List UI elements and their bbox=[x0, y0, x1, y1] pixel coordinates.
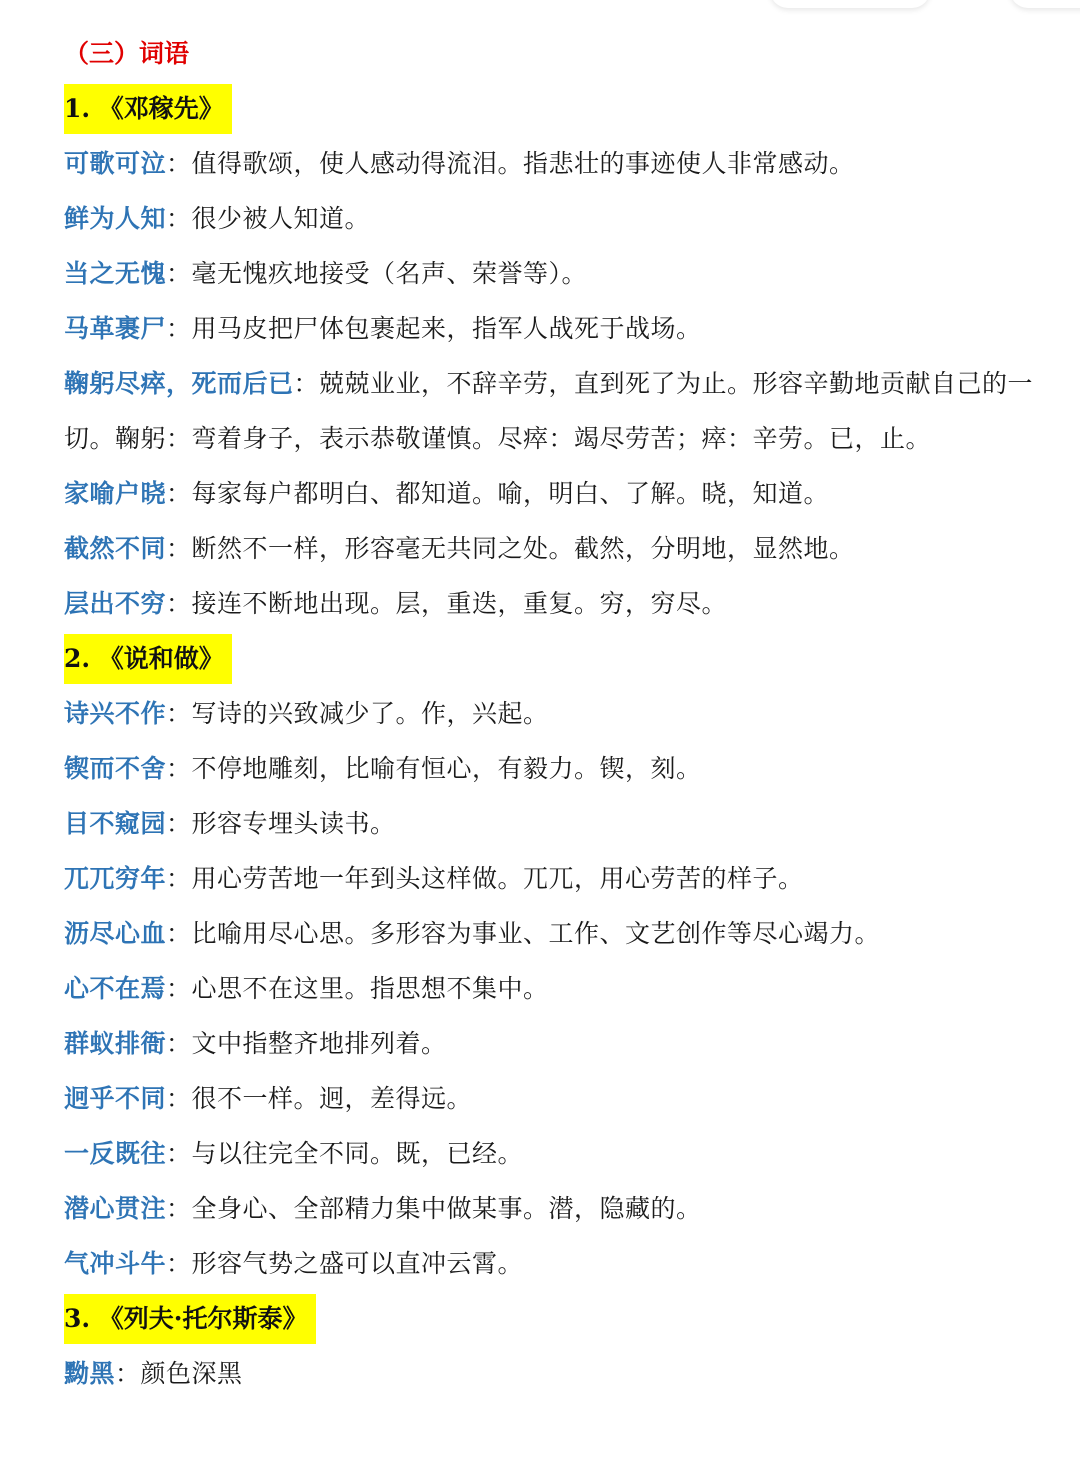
separator: ： bbox=[166, 479, 192, 508]
vocab-definition: 颜色深黑 bbox=[140, 1359, 243, 1388]
chapter-label: 1. 《邓稼先》 bbox=[64, 84, 232, 134]
vocab-term: 沥尽心血 bbox=[64, 919, 167, 948]
vocab-term: 潜心贯注 bbox=[64, 1194, 167, 1223]
separator: ： bbox=[166, 1029, 192, 1058]
vocab-definition: 兢兢业业，不辞辛劳，直到死了为止。形容辛勤地贡献自己的一切。鞠躬：弯着身子，表示恭敬谨慎。尽瘁：竭尽劳苦；瘁：辛劳。已，止。 bbox=[64, 369, 1034, 453]
vocab-entry bbox=[64, 466, 1054, 521]
vocab-definition: 比喻用尽心思。多形容为事业、工作、文艺创作等尽心竭力。 bbox=[191, 919, 881, 948]
vocab-entry bbox=[64, 906, 1054, 961]
vocab-term: 群蚁排衙 bbox=[64, 1029, 167, 1058]
vocab-definition: 写诗的兴致减少了。作，兴起。 bbox=[191, 699, 549, 728]
vocab-entry bbox=[64, 191, 1054, 246]
separator: ： bbox=[166, 314, 192, 343]
separator: ： bbox=[166, 589, 192, 618]
vocab-term: 气冲斗牛 bbox=[64, 1249, 167, 1278]
vocab-term: 一反既往 bbox=[64, 1139, 167, 1168]
separator: ： bbox=[166, 919, 192, 948]
section-title: （三）词语 bbox=[64, 39, 190, 68]
vocab-term: 家喻户晓 bbox=[64, 479, 167, 508]
vocab-entry bbox=[64, 246, 1054, 301]
vocab-entry bbox=[64, 356, 1054, 466]
separator: ： bbox=[166, 534, 192, 563]
vocab-entry bbox=[64, 136, 1054, 191]
vocab-entry bbox=[64, 1071, 1054, 1126]
vocab-definition: 形容专埋头读书。 bbox=[191, 809, 396, 838]
vocab-definition: 不停地雕刻，比喻有恒心，有毅力。锲，刻。 bbox=[191, 754, 702, 783]
vocab-term: 截然不同 bbox=[64, 534, 167, 563]
vocabulary-document bbox=[64, 26, 1054, 1401]
vocab-definition: 与以往完全不同。既，已经。 bbox=[191, 1139, 524, 1168]
vocab-definition: 接连不断地出现。层，重迭，重复。穷，穷尽。 bbox=[191, 589, 728, 618]
vocab-term: 马革裹尸 bbox=[64, 314, 167, 343]
vocab-term: 层出不穷 bbox=[64, 589, 167, 618]
chapter-label: 3. 《列夫·托尔斯泰》 bbox=[64, 1294, 316, 1344]
separator: ： bbox=[166, 864, 192, 893]
vocab-term: 鞠躬尽瘁，死而后已 bbox=[64, 369, 294, 398]
vocab-definition: 用马皮把尸体包裹起来，指军人战死于战场。 bbox=[191, 314, 702, 343]
vocab-entry bbox=[64, 1016, 1054, 1071]
separator: ： bbox=[166, 1139, 192, 1168]
chapter-heading bbox=[64, 81, 1054, 136]
vocab-term: 目不窥园 bbox=[64, 809, 167, 838]
vocab-definition: 用心劳苦地一年到头这样做。兀兀，用心劳苦的样子。 bbox=[191, 864, 804, 893]
separator: ： bbox=[166, 1194, 192, 1223]
vocab-definition: 毫无愧疚地接受（名声、荣誉等）。 bbox=[191, 259, 588, 288]
vocab-definition: 很少被人知道。 bbox=[191, 204, 371, 233]
separator: ： bbox=[166, 974, 192, 1003]
vocab-definition: 全身心、全部精力集中做某事。潜，隐藏的。 bbox=[191, 1194, 702, 1223]
separator: ： bbox=[166, 809, 192, 838]
vocab-definition: 断然不一样，形容毫无共同之处。截然，分明地，显然地。 bbox=[191, 534, 855, 563]
chapter-heading bbox=[64, 1291, 1054, 1346]
separator: ： bbox=[166, 204, 192, 233]
vocab-definition: 值得歌颂，使人感动得流泪。指悲壮的事迹使人非常感动。 bbox=[191, 149, 855, 178]
vocab-entry bbox=[64, 686, 1054, 741]
separator: ： bbox=[166, 754, 192, 783]
separator: ： bbox=[166, 699, 192, 728]
separator: ： bbox=[293, 369, 320, 398]
chapter-label: 2. 《说和做》 bbox=[64, 634, 232, 684]
vocab-definition: 很不一样。迥，差得远。 bbox=[191, 1084, 473, 1113]
vocab-entry bbox=[64, 1181, 1054, 1236]
vocab-entry bbox=[64, 301, 1054, 356]
separator: ： bbox=[166, 1084, 192, 1113]
vocab-term: 兀兀穷年 bbox=[64, 864, 167, 893]
vocab-definition: 形容气势之盛可以直冲云霄。 bbox=[191, 1249, 524, 1278]
vocab-entry bbox=[64, 796, 1054, 851]
vocab-term: 迥乎不同 bbox=[64, 1084, 167, 1113]
vocab-entry bbox=[64, 1126, 1054, 1181]
vocab-term: 可歌可泣 bbox=[64, 149, 167, 178]
separator: ： bbox=[166, 1249, 192, 1278]
vocab-entry bbox=[64, 576, 1054, 631]
chapter-heading bbox=[64, 631, 1054, 686]
top-tab-shape bbox=[770, 0, 930, 8]
top-tab-shape-right bbox=[1010, 0, 1080, 8]
vocab-entry bbox=[64, 851, 1054, 906]
separator: ： bbox=[166, 259, 192, 288]
vocab-term: 黝黑 bbox=[64, 1359, 116, 1388]
vocab-term: 鲜为人知 bbox=[64, 204, 167, 233]
vocab-entry bbox=[64, 741, 1054, 796]
vocab-definition: 文中指整齐地排列着。 bbox=[191, 1029, 447, 1058]
vocab-entry bbox=[64, 961, 1054, 1016]
vocab-definition: 每家每户都明白、都知道。喻，明白、了解。晓，知道。 bbox=[191, 479, 830, 508]
vocab-entry bbox=[64, 1236, 1054, 1291]
separator: ： bbox=[166, 149, 192, 178]
vocab-term: 当之无愧 bbox=[64, 259, 167, 288]
vocab-entry bbox=[64, 1346, 1054, 1401]
vocab-entry bbox=[64, 521, 1054, 576]
vocab-term: 锲而不舍 bbox=[64, 754, 167, 783]
separator: ： bbox=[115, 1359, 141, 1388]
vocab-definition: 心思不在这里。指思想不集中。 bbox=[191, 974, 549, 1003]
vocab-term: 诗兴不作 bbox=[64, 699, 167, 728]
vocab-term: 心不在焉 bbox=[64, 974, 167, 1003]
